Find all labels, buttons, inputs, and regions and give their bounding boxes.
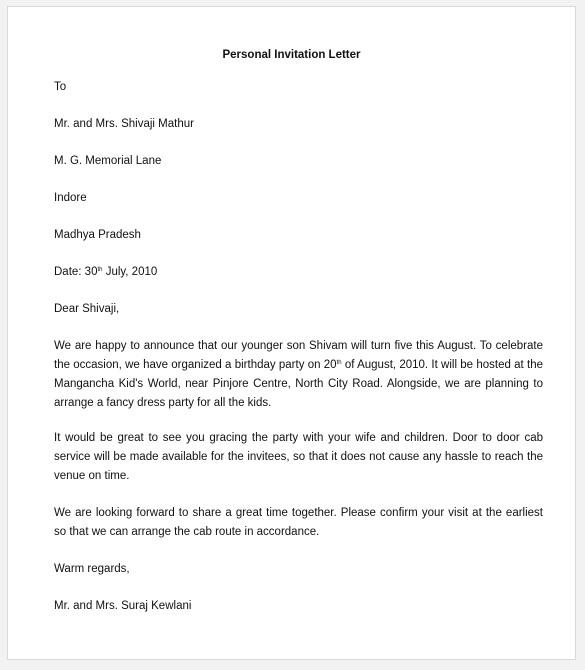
- letter-title: Personal Invitation Letter: [222, 49, 361, 61]
- address-line: M. G. Memorial Lane: [54, 155, 162, 167]
- paragraph-1-ordinal: th: [336, 360, 342, 366]
- paragraph-1-part2: of August, 2010. It will be hosted at the Mangancha Kid's World, near Pinjore Centre, North City Road. Alongside, we are planning to arrange a fancy dress party for all the kids.: [54, 359, 543, 409]
- state: Madhya Pradesh: [54, 229, 141, 241]
- closing: Warm regards,: [54, 563, 130, 575]
- recipient-name: Mr. and Mrs. Shivaji Mathur: [54, 118, 194, 130]
- date-suffix: July, 2010: [102, 266, 158, 278]
- paragraph-2: It would be great to see you gracing the party with your wife and children. Door to door cab service will be made available for the invitees, so that it does not cause any hassle to reach the venue on time.: [54, 432, 543, 482]
- date-prefix: Date: 30: [54, 266, 98, 278]
- letter-date: [54, 263, 543, 282]
- letter-page: [7, 6, 576, 660]
- paragraph-1-part1: We are happy to announce that our younger son Shivam will turn five this August. To celebrate the occasion, we have organized a birthday party on 20: [54, 340, 543, 371]
- salutation: Dear Shivaji,: [54, 303, 120, 315]
- sender-name: Mr. and Mrs. Suraj Kewlani: [54, 600, 192, 612]
- to-label: To: [54, 81, 67, 93]
- date-ordinal: th: [97, 267, 103, 273]
- paragraph-3: We are looking forward to share a great time together. Please confirm your visit at the earliest so that we can arrange the cab route in accordance.: [54, 507, 543, 538]
- city: Indore: [54, 192, 87, 204]
- paragraph-1: [54, 337, 543, 413]
